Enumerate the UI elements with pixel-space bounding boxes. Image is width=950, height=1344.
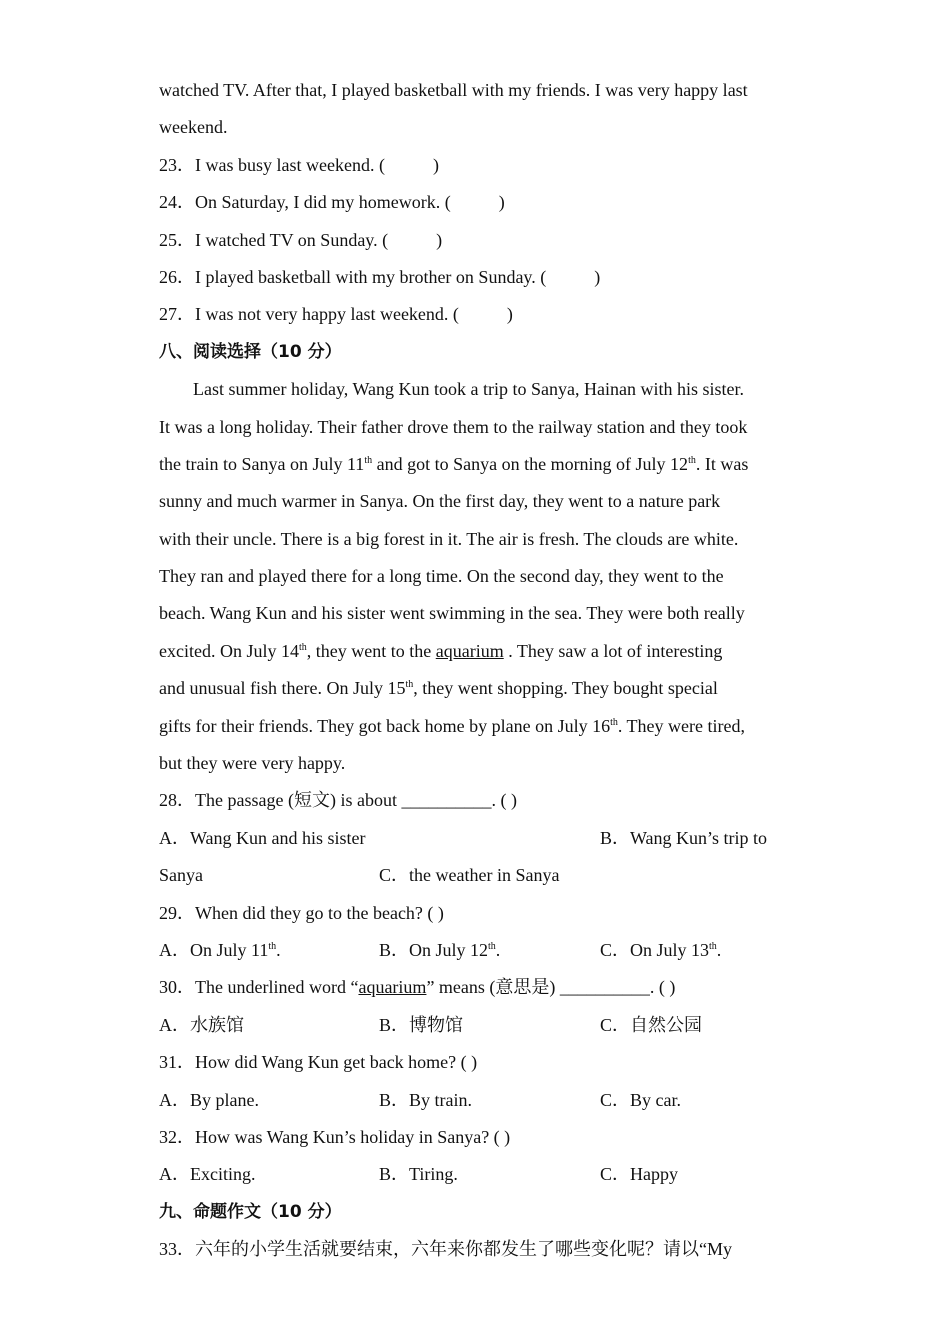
passage-line-10: gifts for their friends. They got back home by plane on July 16th. They were tired,	[159, 715, 745, 736]
question-text: I was busy last weekend. (	[195, 154, 385, 175]
question-28-options-row-1	[159, 820, 799, 857]
question-29-options	[159, 932, 799, 969]
question-24	[159, 184, 799, 221]
answer-paren: )	[498, 192, 505, 213]
question-text: On Saturday, I did my homework. (	[195, 192, 451, 213]
option-b: B．Wang Kun’s trip to	[600, 827, 768, 848]
option-b: B．博物馆	[379, 1014, 464, 1035]
question-25	[159, 222, 799, 259]
question-text: I played basketball with my brother on Sunday. (	[195, 266, 547, 287]
question-28-options-row-2	[159, 857, 799, 894]
question-30-options	[159, 1007, 799, 1044]
option-c: C．Happy	[600, 1164, 678, 1185]
question-31-stem: 31．How did Wang Kun get back home? ( )	[159, 1052, 478, 1073]
answer-paren: )	[594, 266, 601, 287]
question-30-stem: 30．The underlined word “aquarium” means (意思是) __________. ( )	[159, 977, 676, 998]
option-b: B．On July 12th.	[379, 939, 501, 960]
intro-line-1: watched TV. After that, I played basketball with my friends. I was very happy last	[159, 80, 748, 100]
answer-paren: )	[432, 154, 439, 175]
option-a: A．On July 11th.	[159, 939, 281, 960]
passage-line-7: beach. Wang Kun and his sister went swimming in the sea. They were both really	[159, 603, 745, 624]
option-a: A．Wang Kun and his sister	[159, 827, 366, 848]
option-b: B．By train.	[379, 1089, 472, 1110]
question-31-options	[159, 1082, 799, 1119]
question-28-stem: 28．The passage (短文) is about __________. ( )	[159, 790, 517, 811]
option-c: C．the weather in Sanya	[379, 865, 560, 886]
option-c: C．On July 13th.	[600, 939, 722, 960]
answer-paren: )	[436, 229, 443, 250]
passage-line-1: Last summer holiday, Wang Kun took a trip to Sanya, Hainan with his sister.	[193, 379, 744, 400]
document-page	[159, 72, 799, 1269]
answer-paren: )	[506, 304, 513, 325]
option-a: A．Exciting.	[159, 1164, 256, 1185]
passage-line-9: and unusual fish there. On July 15th, they went shopping. They bought special	[159, 678, 718, 699]
question-number: 26．	[159, 266, 195, 287]
question-23	[159, 147, 799, 184]
passage-line-2: It was a long holiday. Their father drove them to the railway station and they took	[159, 416, 748, 437]
section-9-title: 九、命题作文（10 分）	[159, 1201, 342, 1222]
question-32-stem: 32．How was Wang Kun’s holiday in Sanya? ( )	[159, 1126, 511, 1147]
question-text: I was not very happy last weekend. (	[195, 304, 459, 325]
question-26	[159, 259, 799, 296]
option-a: A．水族馆	[159, 1014, 244, 1035]
option-c: C．自然公园	[600, 1014, 703, 1035]
underlined-word: aquarium	[435, 640, 504, 661]
passage-line-11: but they were very happy.	[159, 753, 346, 774]
passage-line-8: excited. On July 14th, they went to the aquarium . They saw a lot of interesting	[159, 640, 723, 661]
section-8-title: 八、阅读选择（10 分）	[159, 341, 342, 362]
question-32-options	[159, 1156, 799, 1193]
question-text: I watched TV on Sunday. (	[195, 229, 389, 250]
question-number: 25．	[159, 229, 195, 250]
question-33: 33．六年的小学生活就要结束，六年来你都发生了哪些变化呢？请以“My	[159, 1239, 732, 1260]
option-b-continued: Sanya	[159, 865, 203, 886]
question-number: 23．	[159, 154, 195, 175]
option-b: B．Tiring.	[379, 1164, 458, 1185]
option-a: A．By plane.	[159, 1089, 259, 1110]
underlined-word: aquarium	[358, 977, 427, 998]
passage-line-3: the train to Sanya on July 11th and got to Sanya on the morning of July 12th. It was	[159, 453, 749, 474]
passage-line-6: They ran and played there for a long time. On the second day, they went to the	[159, 566, 724, 587]
question-27	[159, 296, 799, 333]
passage-line-4: sunny and much warmer in Sanya. On the first day, they went to a nature park	[159, 491, 721, 512]
option-c: C．By car.	[600, 1089, 681, 1110]
intro-line-2: weekend.	[159, 117, 228, 138]
question-number: 24．	[159, 192, 195, 213]
question-29-stem: 29．When did they go to the beach? ( )	[159, 902, 444, 923]
question-number: 27．	[159, 304, 195, 325]
passage-line-5: with their uncle. There is a big forest in it. The air is fresh. The clouds are white.	[159, 528, 739, 549]
